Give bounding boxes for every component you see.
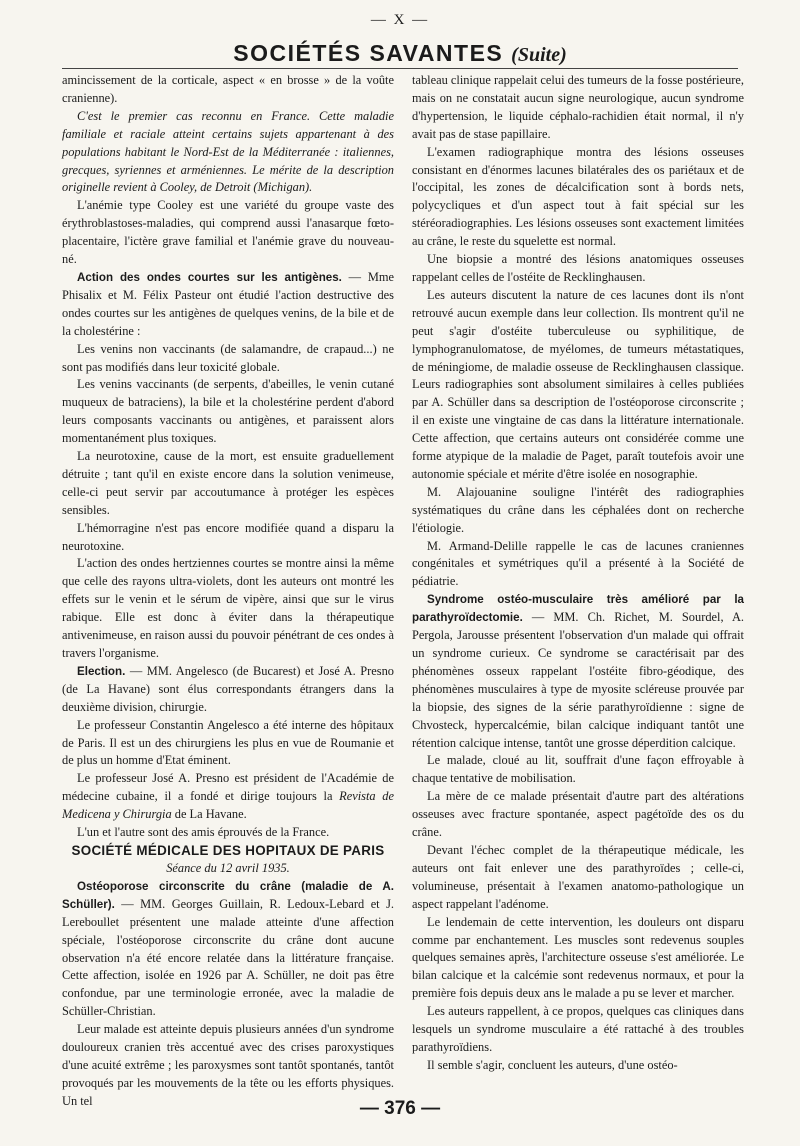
paragraph: Le professeur José A. Presno est président de l'Académie de médecine cubaine, il a fondé et dirige toujours la Revista de Medicena y Chirurgia de La Havane.: [62, 771, 394, 822]
paragraph: Une biopsie a montré des lésions anatomiques osseuses rappelant celles de l'ostéite de Recklinghausen.: [412, 252, 744, 284]
page-number: — 376 —: [359, 1098, 441, 1119]
paragraph: Les venins vaccinants (de serpents, d'abeilles, le venin cutané muqueux de batraciens), la bile et la cholestérine perdent d'abord leurs composants vaccinants ou antigènes, et paraissent alors momentanément plus toxiques.: [62, 377, 394, 446]
paragraph: L'examen radiographique montra des lésions osseuses consistant en d'énormes lacunes bilatérales des os pariétaux et de l'occipital, les zones de décalcification sont à bords nets, polycycliques et d'un aspect tout à fait spécial sur les stéréoradiographies. Les lésions osseuses sont exactement limitées au crâne, le reste du squelette est normal.: [412, 144, 744, 249]
paragraph-heading: Ostéoporose circonscrite du crâne (maladie de A. Schüller).: [62, 879, 394, 911]
paragraph: Il semble s'agir, concluent les auteurs, d'une ostéo-: [427, 1057, 678, 1072]
paragraph: Syndrome ostéo-musculaire très amélioré par la parathyroïdectomie. — MM. Ch. Richet, M. Sourdel, A. Pergola, Jarousse présentent l'observation d'un malade qui offrait un syndrome curieux. Ce syndrome se caractérisait par des phénomènes osseux rappelant l'ostéite fibro-géodique, des phénomènes musculaires à type de myosite scléreuse prouvée par la biopsie, des signes de la série parathyroïdienne : signe de Chvosteck, hypercalcémie, bilan calcique indiquant tantôt une rétention calcique intense, tantôt une grosse déperdition calcique.: [412, 593, 744, 750]
paragraph: L'anémie type Cooley est une variété du groupe vaste des érythroblastoses-maladies, qui comprend aussi l'anasarque fœto-placentaire, l'ictère grave familial et l'anémie grave du nouveau-né.: [62, 198, 394, 267]
header-rule: [62, 68, 738, 69]
paragraph: L'hémorragine n'est pas encore modifiée quand a disparu la neurotoxine.: [62, 520, 394, 553]
running-head-suffix: (Suite): [511, 44, 567, 66]
paragraph: Les venins non vaccinants (de salamandre, de crapaud...) ne sont pas modifiés dans leur toxicité globale.: [62, 341, 394, 374]
paragraph: La mère de ce malade présentait d'autre part des altérations osseuses avec fracture spontanée, aspect pagétoïde des os du crâne.: [412, 789, 744, 840]
paragraph: C'est le premier cas reconnu en France. Cette maladie familiale et raciale atteint certains sujets appartenant à des populations habitant le Nord-Est de la Méditerranée : italiennes, grecques, syriennes et arméniennes. Le mérite de la description originelle revient à Cooley, de Detroit (Michigan).: [62, 108, 394, 195]
paragraph: Action des ondes courtes sur les antigènes. — Mme Phisalix et M. Félix Pasteur ont étudié l'action destructive des ondes courtes sur les antigènes de quelques venins, de la bile et de la cholestérine :: [62, 269, 394, 338]
paragraph: La neurotoxine, cause de la mort, est ensuite graduellement détruite ; tant qu'il en existe encore dans la solution venimeuse, celle-ci peut servir par accoutumance à protéger les espèces sensibles.: [62, 449, 394, 517]
section-heading: SOCIÉTÉ MÉDICALE DES HOPITAUX DE PARIS: [71, 842, 385, 858]
paragraph: tableau clinique rappelait celui des tumeurs de la fosse postérieure, mais on ne constatait aucun signe neurologique, aucun syndrome d'hypertension, le liquide céphalo-rachidien était normal, il n'y avait pas de stase papillaire.: [412, 73, 744, 141]
paragraph: Election. — MM. Angelesco (de Bucarest) et José A. Presno (de La Havane) sont élus correspondants étrangers dans la deuxième division, chirurgie.: [62, 663, 394, 714]
paragraph: L'un et l'autre sont des amis éprouvés de la France.: [77, 825, 330, 840]
paragraph: Ostéoporose circonscrite du crâne (maladie de A. Schüller). — MM. Georges Guillain, R. Ledoux-Lebard et J. Lereboullet présentent une malade atteinte d'une affection spéciale, l'ostéoporose circonscrite du crâne dont aucune observation n'a été encore relatée dans la littérature française. Cette affection, isolée en 1926 par A. Schüller, ne doit pas être confondue, par une terminologie erronée, avec la maladie de Schüller-Christian.: [62, 879, 394, 1019]
paragraph: M. Alajouanine souligne l'intérêt des radiographies systématiques du crâne dans les céphalées dont on recherche l'étiologie.: [412, 484, 744, 535]
paragraph-heading: Election.: [77, 664, 126, 678]
left-column: [62, 72, 394, 1111]
paragraph: Les auteurs rappellent, à ce propos, quelques cas cliniques dans lesquels un syndrome musculaire a été rattaché à des troubles parathyroïdiens.: [412, 1004, 744, 1054]
session-date: Séance du 12 avril 1935.: [166, 860, 290, 875]
right-column: [412, 72, 744, 1075]
paragraph: Le professeur Constantin Angelesco a été interne des hôpitaux de Paris. Il est un des chirurgiens les plus en vue de Roumanie et de plus un homme d'Etat éminent.: [62, 717, 394, 768]
paragraph-heading: Action des ondes courtes sur les antigènes.: [77, 270, 342, 284]
running-head-title: SOCIÉTÉS SAVANTES: [233, 40, 504, 66]
paragraph: Le malade, cloué au lit, souffrait d'une façon effroyable à chaque tentative de mobilisation.: [412, 753, 744, 786]
running-head: [0, 40, 800, 67]
paragraph: M. Armand-Delille rappelle le cas de lacunes craniennes congénitales et symétriques qu'il a présenté à la Société de pédiatrie.: [412, 538, 744, 589]
paragraph: Le lendemain de cette intervention, les douleurs ont disparu comme par enchantement. Les muscles sont redevenus souples quelques semaines après, l'architecture osseuse s'est améliorée. Le bilan calcique et la calcémie sont redevenus normaux, et pour la première fois depuis deux ans le malade a pu se lever et marcher.: [412, 914, 744, 1001]
paragraph: Les auteurs discutent la nature de ces lacunes dont ils n'ont retrouvé aucun exemple dans leur collection. Ils montrent qu'il ne peut s'agir d'ostéite tuberculeuse ou syphilitique, de lymphogranulomatose, de myélomes, de tumeurs métastatiques, de méningiome, de maladie osseuse de Recklinghausen classique. Leurs radiographies sont absolument similaires à celles publiées par A. Schüller dans sa description de l'ostéoporose circonscrite ; il en existe une vingtaine de cas dans la littérature internationale. Cette affection, que certains auteurs ont considérée comme une forme atypique de la maladie de Paget, paraît toutefois avoir une autonomie spéciale et mérite d'être isolée en nosographie.: [412, 287, 744, 481]
paragraph-heading: Syndrome ostéo-musculaire très amélioré par la parathyroïdectomie.: [412, 593, 744, 625]
paragraph: Devant l'échec complet de la thérapeutique médicale, les auteurs ont fait enlever une des parathyroïdes ; celle-ci, volumineuse, présentait à l'examen anatomo-pathologique un aspect rappelant l'adénome.: [412, 842, 744, 911]
paragraph: Leur malade est atteinte depuis plusieurs années d'un syndrome douloureux cranien très accentué avec des crises paroxystiques d'une acuité extrême ; les paroxysmes sont tantôt spontanés, tantôt provoqués par les mouvements de la tête ou les efforts physiques. Un tel: [62, 1022, 394, 1108]
paragraph: amincissement de la corticale, aspect « en brosse » de la voûte cranienne).: [62, 73, 394, 105]
paragraph: L'action des ondes hertziennes courtes se montre ainsi la même que celle des rayons ultra-violets, dont les auteurs ont montré les effets sur le venin et le sérum de vipère, ainsi que sur le virus rabique. Elle est donc à éviter dans la thérapeutique antivenimeuse, en raison aussi du pouvoir pénétrant de ces ondes à travers l'organisme.: [62, 556, 394, 660]
roman-page-number: — X —: [370, 12, 430, 28]
